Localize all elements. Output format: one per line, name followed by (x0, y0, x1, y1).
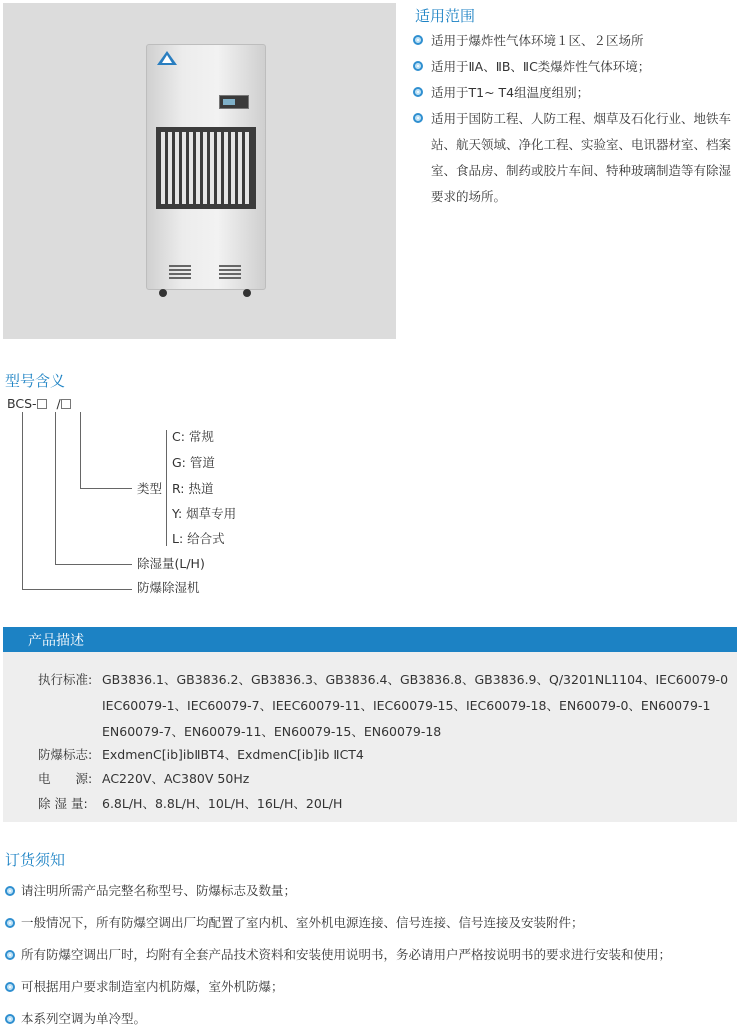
standards-line: IEC60079-1、IEC60079-7、IEEC60079-11、IEC60079-15、IEC60079-18、EN60079-0、EN60079-1 (102, 698, 711, 713)
marking-label: 防爆标志: (38, 747, 93, 762)
power-label: 电 源: (38, 771, 93, 786)
marking-value: ExdmenC[ib]ibⅡBT4、ExdmenC[ib]ib ⅡCT4 (102, 747, 364, 762)
type-option: G: 管道 (172, 455, 215, 470)
product-name-label: 防爆除湿机 (137, 580, 200, 595)
model-code-separator: / (56, 396, 61, 411)
description-title: 产品描述 (28, 633, 84, 649)
connector-line (80, 412, 81, 489)
bullet-icon (5, 918, 15, 928)
scope-item: 适用于爆炸性气体环境１区、２区场所 (431, 33, 644, 48)
scope-item-line: 站、航天领域、净化工程、实验室、电讯器材室、档案 (431, 137, 732, 152)
type-option: Y: 烟草专用 (172, 506, 237, 521)
wheel-icon (243, 289, 251, 297)
bullet-icon (5, 886, 15, 896)
lower-vent-right (219, 264, 241, 280)
scope-item-line: 适用于国防工程、人防工程、烟草及石化行业、地铁车 (431, 111, 732, 126)
control-panel (219, 95, 249, 109)
standards-label: 执行标准: (38, 672, 93, 687)
product-photo (3, 3, 396, 339)
power-value: AC220V、AC380V 50Hz (102, 771, 250, 786)
ordering-item: 可根据用户要求制造室内机防爆，室外机防爆； (21, 979, 284, 994)
capacity-box-icon (37, 399, 47, 409)
connector-line (22, 589, 132, 590)
brand-logo-icon (157, 51, 177, 65)
type-label: 类型 (137, 481, 163, 496)
standards-line: GB3836.1、GB3836.2、GB3836.3、GB3836.4、GB3836.8、GB3836.9、Q/3201NL1104、IEC60079-0 (102, 672, 729, 687)
wheel-icon (159, 289, 167, 297)
standards-line: EN60079-7、EN60079-11、EN60079-15、EN60079-18 (102, 724, 442, 739)
scope-item-line: 室、食品房、制药或胶片车间、特种玻璃制造等有除湿 (431, 163, 732, 178)
capacity-value: 6.8L/H、8.8L/H、10L/H、16L/H、20L/H (102, 796, 343, 811)
air-grille (156, 127, 256, 209)
scope-item-line: 要求的场所。 (431, 189, 507, 204)
bullet-icon (413, 61, 423, 71)
bullet-icon (413, 87, 423, 97)
bullet-icon (5, 1014, 15, 1024)
dehumidifier-unit (146, 44, 266, 290)
type-option: L: 给合式 (172, 531, 225, 546)
lower-vent-left (169, 264, 191, 280)
type-option: R: 热道 (172, 481, 214, 496)
connector-line (55, 412, 56, 565)
model-title: 型号含义 (5, 372, 66, 390)
ordering-item: 请注明所需产品完整名称型号、防爆标志及数量； (21, 883, 297, 898)
model-code-prefix: BCS- (7, 396, 37, 411)
connector-line (22, 412, 23, 590)
type-box-icon (61, 399, 71, 409)
scope-item: 适用于ⅡA、ⅡB、ⅡC类爆炸性气体环境； (431, 59, 651, 74)
type-bracket-line (166, 430, 167, 546)
ordering-item: 一般情况下，所有防爆空调出厂均配置了室内机、室外机电源连接、信号连接、信号连接及安装附件； (21, 915, 584, 930)
ordering-title: 订货须知 (5, 851, 66, 869)
connector-line (80, 488, 132, 489)
ordering-item: 本系列空调为单冷型。 (21, 1011, 147, 1026)
model-code (7, 396, 71, 411)
capacity-label: 除湿量(L/H) (137, 556, 205, 571)
scope-item: 适用于T1~ T4组温度组别； (431, 85, 590, 100)
bullet-icon (413, 35, 423, 45)
bullet-icon (5, 982, 15, 992)
capacity-label: 除 湿 量: (38, 796, 88, 811)
scope-title: 适用范围 (415, 7, 476, 25)
ordering-item: 所有防爆空调出厂时，均附有全套产品技术资料和安装使用说明书，务必请用户严格按说明书的要求进行安装和使用； (21, 947, 672, 962)
type-option: C: 常规 (172, 429, 214, 444)
bullet-icon (5, 950, 15, 960)
description-header-bar (3, 627, 737, 652)
display-screen (223, 99, 235, 105)
bullet-icon (413, 113, 423, 123)
connector-line (55, 564, 132, 565)
